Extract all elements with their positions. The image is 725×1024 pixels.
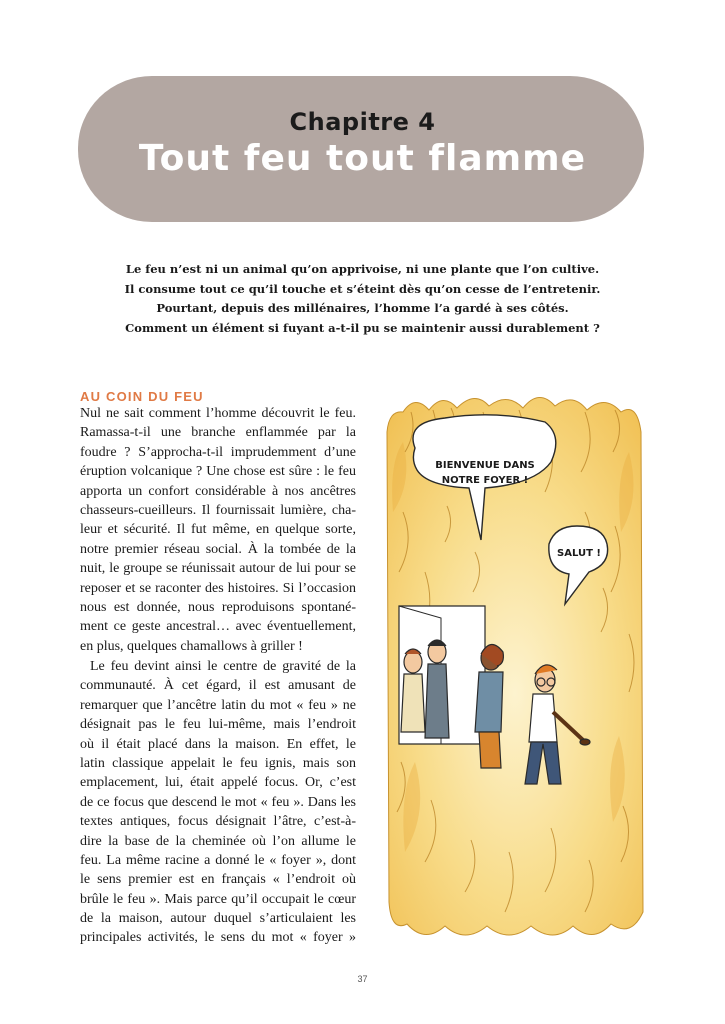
text-line: reposer et se raconter des histoires. Si l’occasion [80,580,356,596]
text-line: foudre ? S’approcha-t-il imprudemment d’une [80,444,356,460]
text-line: notre premier réseau social. À la tombée de la [80,541,356,557]
section-title: AU COIN DU FEU [80,389,204,404]
body-paragraph-1 [80,404,356,656]
text-line: éruption volcanique ? Une chose est sûre : le feu [80,464,356,480]
text-line: de ce focus que descend le mot « feu ». Dans les [80,794,356,810]
text-line: brûle le feu ». Mais parce qu’il occupait le cœur [80,891,356,907]
bubble-1-line-1: BIENVENUE DANS [435,460,535,471]
text-line: Nul ne sait comment l’homme découvrit le feu. [80,406,356,421]
text-line: dire la base de la cheminée où l’on allume le [80,833,356,849]
text-line: en plus, quelques chamallows à griller ! [80,638,303,654]
text-line: Le feu devint ainsi le centre de gravité de la [90,659,356,674]
text-line: leur et sécurité. Il fut même, en quelque sorte, [80,522,356,538]
bubble-1-line-2: NOTRE FOYER ! [441,475,529,486]
text-line: communauté. À cet égard, il est amusant de [80,678,356,694]
text-line: remarquer que l’ancêtre latin du mot « feu » ne [80,697,356,713]
text-line: feu. La même racine a donné le « foyer », dont [80,852,356,868]
chapter-title: Tout feu tout flamme [138,138,587,179]
text-line: nuit, le groupe se réunissait autour de lui pour se [80,561,356,577]
text-line: latin classique appelait le feu ignis, mais son [80,755,356,771]
intro-paragraph [80,260,645,338]
body-paragraph-2 [80,657,356,948]
intro-line: Le feu n’est ni un animal qu’on apprivoise, ni une plante que l’on cultive. [125,262,600,276]
bubble-2-text: SALUT ! [557,548,601,559]
text-line: où il était placé dans la maison. En effet, le [80,736,356,752]
text-line: désignait pas le feu lui-même, mais l’endroit [80,717,356,733]
illustration-drawing [385,392,644,947]
text-line: apporta un confort considérable à nos ancêtres [80,483,356,499]
text-line: principales activités, le sens du mot « foyer » [80,930,356,946]
intro-line: Il consume tout ce qu’il touche et s’éteint dès qu’on cesse de l’entretenir. [124,281,601,296]
intro-line: Comment un élément si fuyant a-t-il pu se maintenir aussi durablement ? [125,320,600,335]
text-line: ment ce geste ancestral… avec éventuellement, [80,619,356,635]
text-line: Ramassa-t-il une branche enflammée par la [80,425,356,441]
fire-illustration [385,392,644,947]
text-line: nous est donnée, nous reproduisons spontané- [80,599,356,615]
page-number: 37 [357,974,368,984]
text-line: emplacement, lui, était appelé focus. Or, c’est [80,775,356,791]
chapter-label: Chapitre 4 [289,108,436,136]
text-line: le sens premier est en français « l’endroit où [80,872,356,888]
text-line: de la maison, autour duquel s’articulaient les [80,911,356,927]
text-line: textes antiques, focus désignait l’âtre, c’est-à- [80,814,356,830]
text-line: chasseurs-cueilleurs. Il fournissait lumière, cha- [80,502,356,518]
intro-line: Pourtant, depuis des millénaires, l’homme l’a gardé à ses côtés. [156,301,569,315]
